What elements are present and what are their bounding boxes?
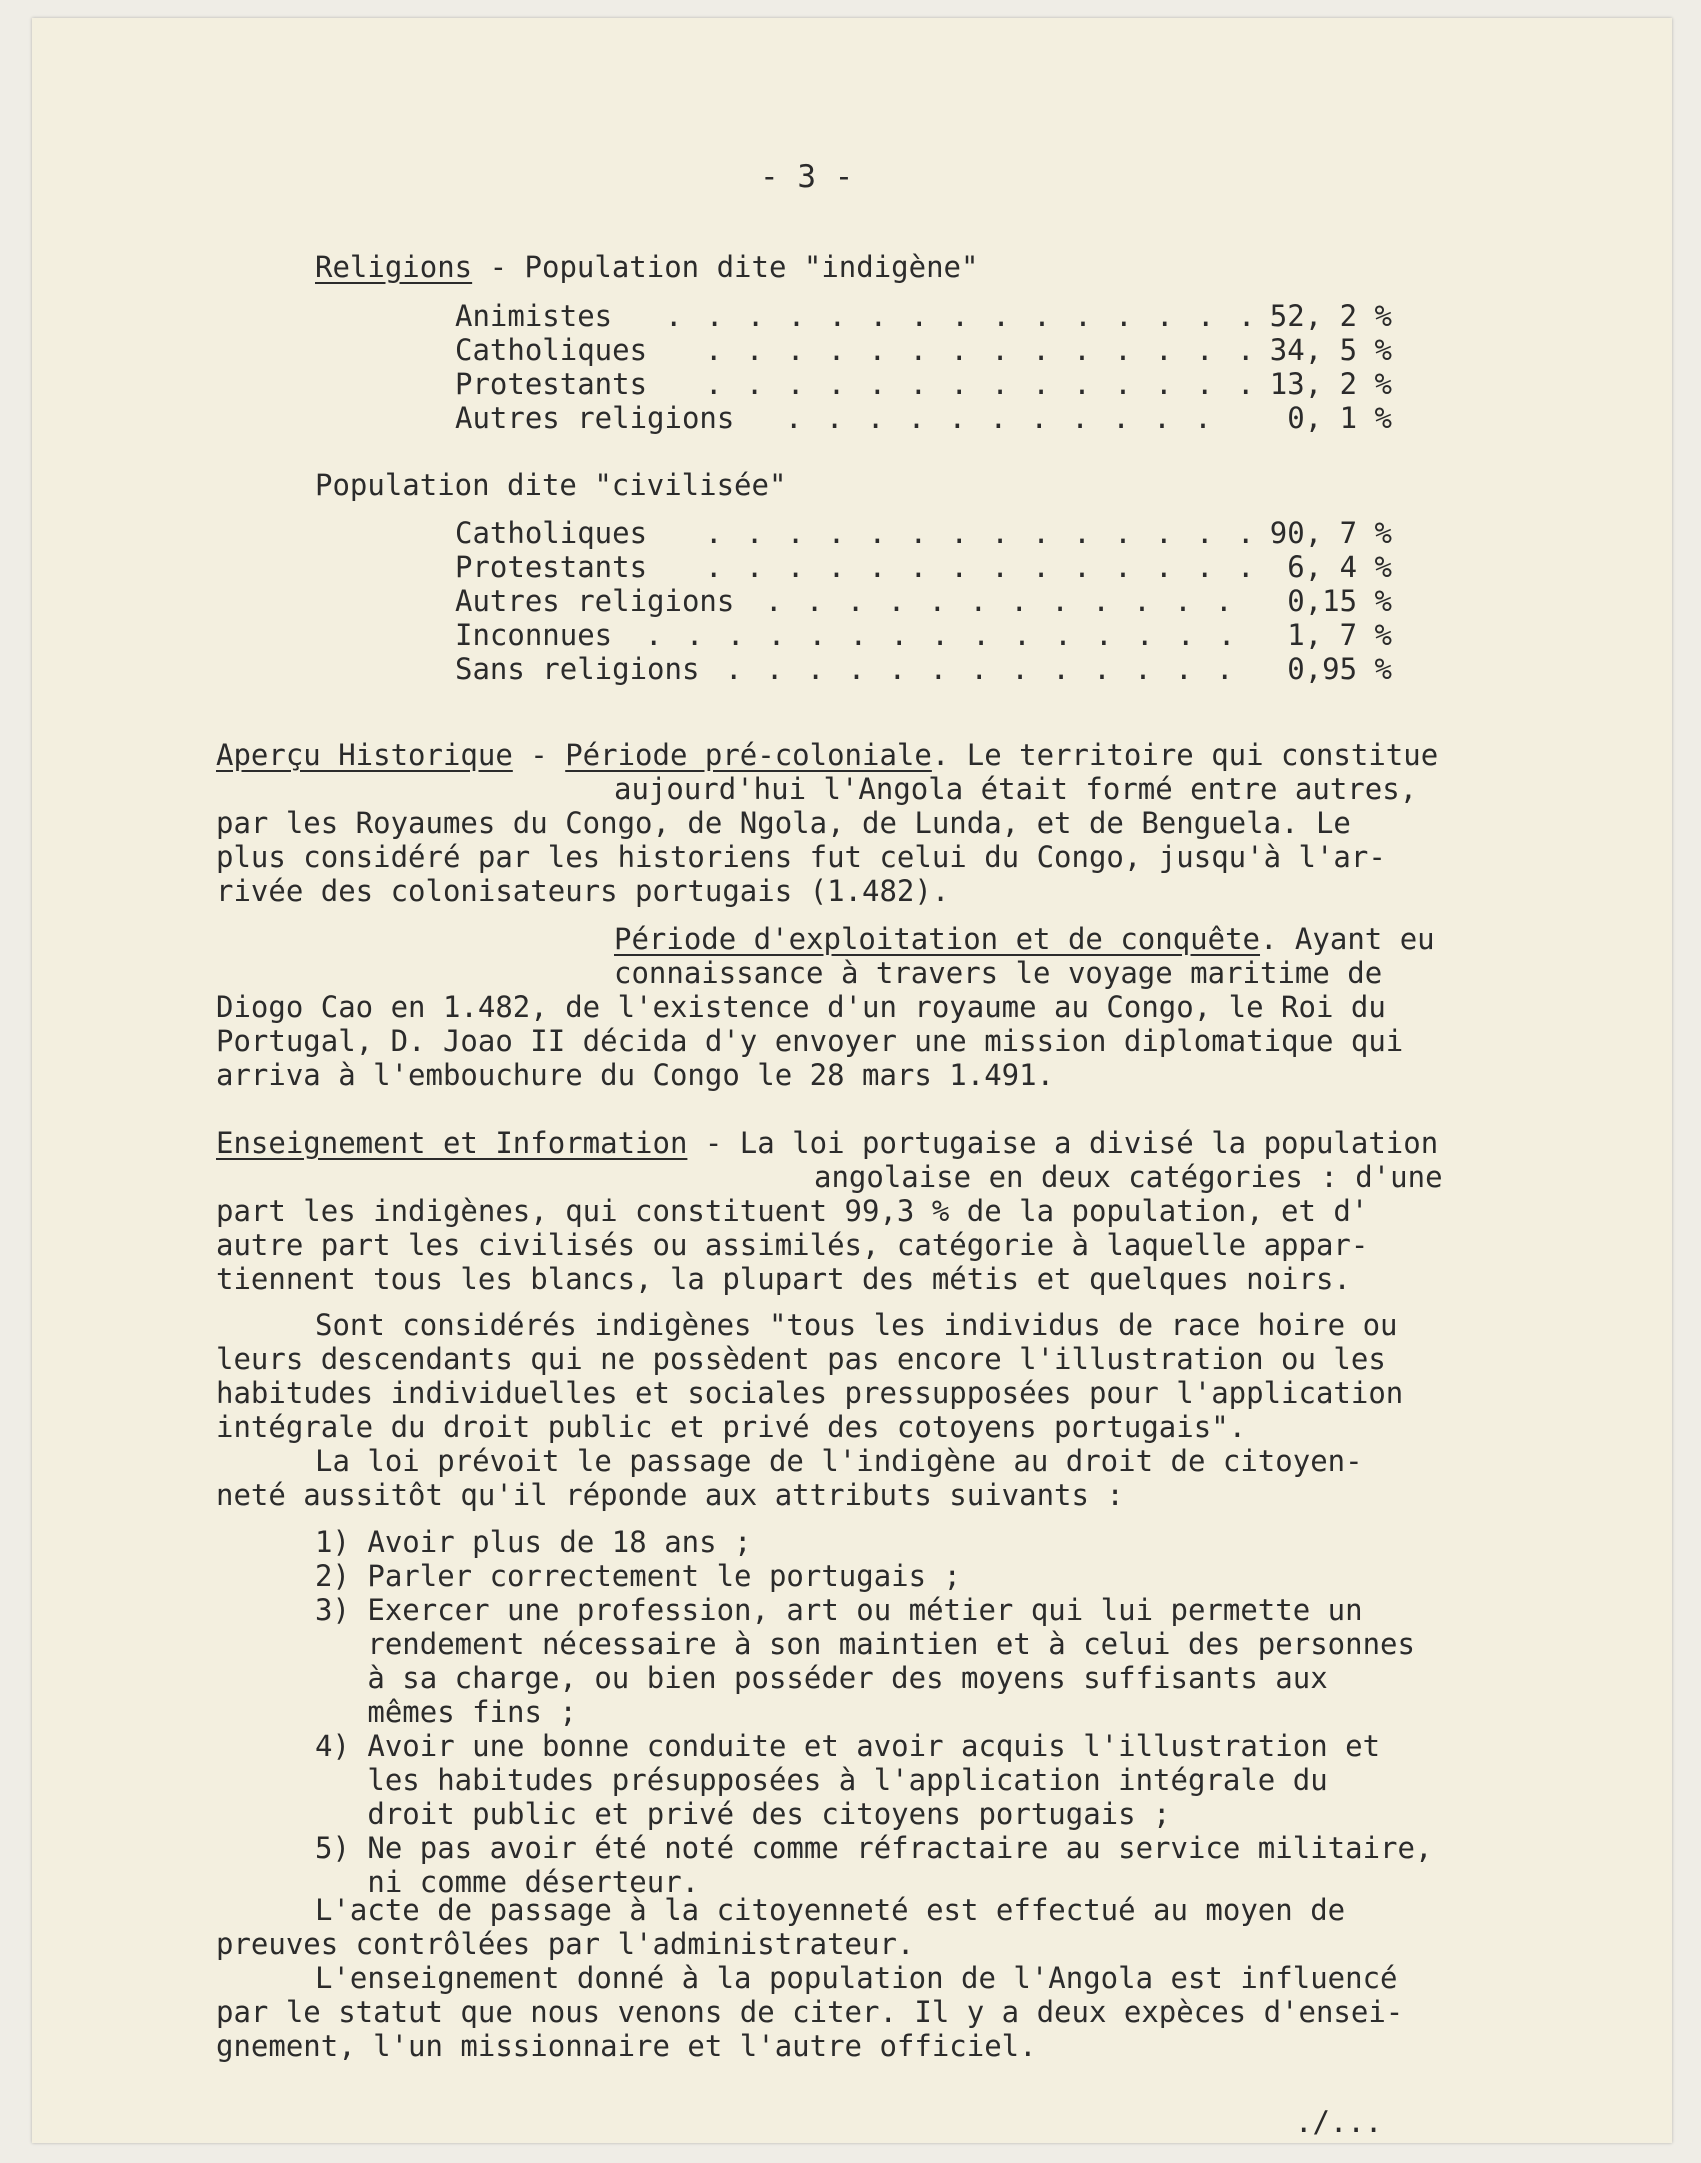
- exploitation-line: arriva à l'embouchure du Congo le 28 mars 1.491.: [216, 1058, 1055, 1092]
- enseignement-title: Enseignement et Information: [216, 1126, 688, 1160]
- list-item: 1) Avoir plus de 18 ans ;: [315, 1525, 752, 1559]
- leader-dots: . . . . . . . . . . . . . . .: [665, 299, 1259, 333]
- closing-line: L'acte de passage à la citoyenneté est effectué au moyen de: [315, 1893, 1346, 1927]
- closing-line: L'enseignement donné à la population de l'Angola est influencé: [315, 1961, 1398, 1995]
- historique-title: Aperçu Historique: [216, 738, 513, 772]
- enseignement-line: part les indigènes, qui constituent 99,3 % de la population, et d': [216, 1194, 1369, 1228]
- leader-dots: . . . . . . . . . . .: [785, 401, 1215, 435]
- religion-value: 6, 4 %: [1287, 550, 1392, 584]
- enseignement-line: tiennent tous les blancs, la plupart des métis et quelques noirs.: [216, 1262, 1351, 1296]
- leader-dots: . . . . . . . . . . . . . .: [705, 550, 1258, 584]
- preco-line: par les Royaumes du Congo, de Ngola, de Lunda, et de Benguela. Le: [216, 806, 1351, 840]
- closing-line: gnement, l'un missionnaire et l'autre officiel.: [216, 2029, 1037, 2063]
- leader-dots: . . . . . . . . . . . . . .: [705, 516, 1258, 550]
- religion-label: Protestants: [455, 367, 648, 401]
- list-item: 4) Avoir une bonne conduite et avoir acquis l'illustration et: [315, 1729, 1381, 1763]
- continuation-mark: ./...: [1295, 2105, 1383, 2139]
- exploitation-text: . Ayant eu: [1260, 922, 1435, 956]
- indigenes-line: habitudes individuelles et sociales pressupposées pour l'application: [216, 1376, 1404, 1410]
- religion-label: Autres religions: [455, 584, 735, 618]
- religion-value: 13, 2 %: [1269, 367, 1392, 401]
- enseignement-first-line: [216, 1126, 1438, 1160]
- exploitation-line: connaissance à travers le voyage maritime de: [614, 956, 1383, 990]
- leader-dots: . . . . . . . . . . . . .: [725, 652, 1237, 686]
- civilized-heading: Population dite "civilisée": [315, 468, 787, 502]
- indigenes-line: Sont considérés indigènes "tous les individus de race hoire ou: [315, 1308, 1398, 1342]
- religion-value: 52, 2 %: [1269, 299, 1392, 333]
- religion-label: Sans religions: [455, 652, 700, 686]
- exploitation-subtitle: Période d'exploitation et de conquête: [614, 922, 1261, 956]
- religion-value: 34, 5 %: [1269, 333, 1392, 367]
- religion-label: Catholiques: [455, 516, 648, 550]
- list-item-cont: les habitudes présupposées à l'application intégrale du: [315, 1763, 1328, 1797]
- indigenes-line: leurs descendants qui ne possèdent pas encore l'illustration ou les: [216, 1342, 1386, 1376]
- leader-dots: . . . . . . . . . . . . . . .: [645, 618, 1239, 652]
- religion-label: Autres religions: [455, 401, 735, 435]
- religion-label: Protestants: [455, 550, 648, 584]
- enseignement-text: - La loi portugaise a divisé la population: [687, 1126, 1439, 1160]
- preco-line: rivée des colonisateurs portugais (1.482).: [216, 874, 950, 908]
- list-item: 3) Exercer une profession, art ou métier qui lui permette un: [315, 1593, 1363, 1627]
- religion-value: 90, 7 %: [1269, 516, 1392, 550]
- religions-title: Religions: [315, 250, 473, 284]
- list-item-cont: à sa charge, ou bien posséder des moyens suffisants aux: [315, 1661, 1328, 1695]
- exploitation-line: Portugal, D. Joao II décida d'y envoyer une mission diplomatique qui: [216, 1024, 1404, 1058]
- preco-line: plus considéré par les historiens fut celui du Congo, jusqu'à l'ar-: [216, 840, 1386, 874]
- closing-line: par le statut que nous venons de citer. Il y a deux expèces d'ensei-: [216, 1995, 1404, 2029]
- religions-heading: [315, 250, 978, 284]
- religion-label: Animistes: [455, 299, 613, 333]
- preco-line: aujourd'hui l'Angola était formé entre autres,: [614, 772, 1418, 806]
- list-item-cont: rendement nécessaire à son maintien et à celui des personnes: [315, 1627, 1415, 1661]
- indigenes-line: intégrale du droit public et privé des cotoyens portugais".: [216, 1410, 1247, 1444]
- list-item: 2) Parler correctement le portugais ;: [315, 1559, 962, 1593]
- list-item: 5) Ne pas avoir été noté comme réfractaire au service militaire,: [315, 1831, 1433, 1865]
- indigenes-line: neté aussitôt qu'il réponde aux attributs suivants :: [216, 1478, 1124, 1512]
- leader-dots: . . . . . . . . . . . .: [765, 584, 1236, 618]
- leader-dots: . . . . . . . . . . . . . .: [705, 333, 1258, 367]
- list-item-cont: droit public et privé des citoyens portugais ;: [315, 1797, 1171, 1831]
- religion-value: 1, 7 %: [1287, 618, 1392, 652]
- religion-value: 0, 1 %: [1287, 401, 1392, 435]
- list-item-cont: ni comme déserteur.: [315, 1865, 700, 1899]
- leader-dots: . . . . . . . . . . . . . .: [705, 367, 1258, 401]
- preco-text: . Le territoire qui constitue: [931, 738, 1439, 772]
- enseignement-line: autre part les civilisés ou assimilés, catégorie à laquelle appar-: [216, 1228, 1369, 1262]
- religion-value: 0,95 %: [1287, 652, 1392, 686]
- exploitation-line: Diogo Cao en 1.482, de l'existence d'un royaume au Congo, le Roi du: [216, 990, 1386, 1024]
- religion-label: Inconnues: [455, 618, 613, 652]
- religions-subtitle: - Population dite "indigène": [472, 250, 979, 284]
- preco-subtitle: Période pré-coloniale: [565, 738, 932, 772]
- closing-line: preuves contrôlées par l'administrateur.: [216, 1927, 915, 1961]
- page-number: - 3 -: [760, 159, 854, 195]
- religion-value: 0,15 %: [1287, 584, 1392, 618]
- exploitation-first-line: [614, 922, 1435, 956]
- list-item-cont: mêmes fins ;: [315, 1695, 577, 1729]
- enseignement-line: angolaise en deux catégories : d'une: [814, 1160, 1443, 1194]
- historique-dash: -: [512, 738, 566, 772]
- religion-label: Catholiques: [455, 333, 648, 367]
- historique-first-line: [216, 738, 1438, 772]
- indigenes-line: La loi prévoit le passage de l'indigène au droit de citoyen-: [315, 1444, 1363, 1478]
